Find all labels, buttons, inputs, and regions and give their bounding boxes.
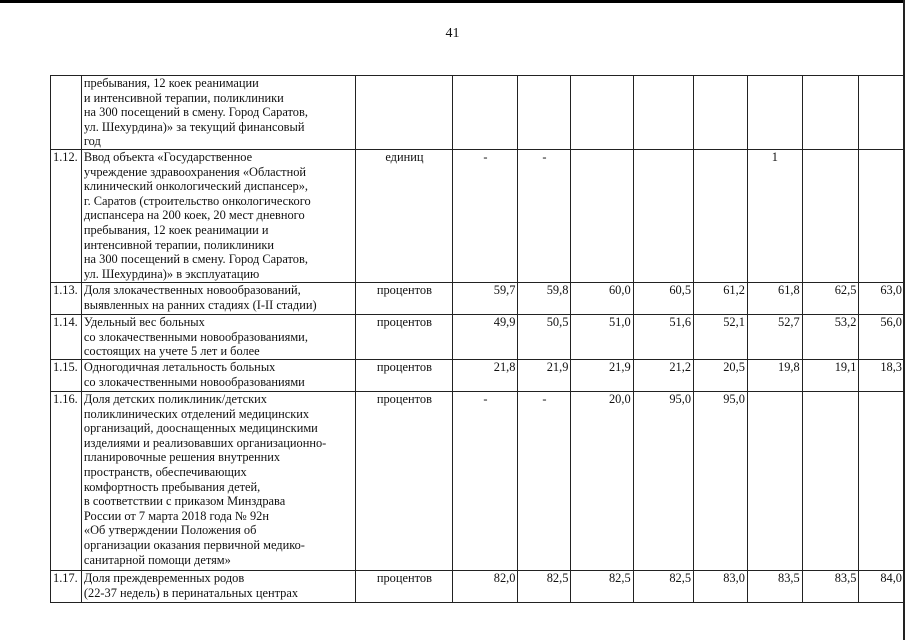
value-cell: 82,5 xyxy=(571,571,633,603)
value-cell: 19,8 xyxy=(747,360,802,392)
table-row-1-15 xyxy=(51,360,905,392)
value-cell xyxy=(694,150,748,283)
row-unit: процентов xyxy=(356,571,453,603)
row-description: Доля преждевременных родов (22-37 недель) в перинатальных центрах xyxy=(81,571,355,603)
value-cell: 60,0 xyxy=(571,283,633,315)
row-number: 1.14. xyxy=(51,315,82,360)
value-cell: 19,1 xyxy=(802,360,859,392)
value-cell: 21,9 xyxy=(518,360,571,392)
value-cell xyxy=(802,392,859,571)
value-cell: 59,7 xyxy=(453,283,518,315)
value-cell: 95,0 xyxy=(694,392,748,571)
row-number: 1.17. xyxy=(51,571,82,603)
table-row-1-17 xyxy=(51,571,905,603)
value-cell: 82,5 xyxy=(518,571,571,603)
value-cell: 21,2 xyxy=(633,360,693,392)
table-row-1-12 xyxy=(51,150,905,283)
value-cell: 83,0 xyxy=(694,571,748,603)
table-row-continuation xyxy=(51,76,905,150)
value-cell xyxy=(859,150,905,283)
row-number: 1.13. xyxy=(51,283,82,315)
value-cell: 20,5 xyxy=(694,360,748,392)
table-row-1-13 xyxy=(51,283,905,315)
unit-cell xyxy=(356,76,453,150)
value-cell xyxy=(633,76,693,150)
value-cell: 18,3 xyxy=(859,360,905,392)
value-cell: 20,0 xyxy=(571,392,633,571)
row-unit: единиц xyxy=(356,150,453,283)
value-cell: 56,0 xyxy=(859,315,905,360)
value-cell: 50,5 xyxy=(518,315,571,360)
value-cell xyxy=(518,76,571,150)
row-description: Доля злокачественных новообразований, выявленных на ранних стадиях (I-II стадии) xyxy=(81,283,355,315)
value-cell: 59,8 xyxy=(518,283,571,315)
row-unit: процентов xyxy=(356,392,453,571)
value-cell: 1 xyxy=(747,150,802,283)
value-cell xyxy=(859,76,905,150)
row-unit: процентов xyxy=(356,283,453,315)
value-cell xyxy=(571,150,633,283)
value-cell: 95,0 xyxy=(633,392,693,571)
value-cell xyxy=(453,76,518,150)
row-number: 1.16. xyxy=(51,392,82,571)
value-cell xyxy=(633,150,693,283)
value-cell: 82,5 xyxy=(633,571,693,603)
value-cell: 83,5 xyxy=(747,571,802,603)
table-row-1-16 xyxy=(51,392,905,571)
value-cell xyxy=(802,76,859,150)
value-cell: 60,5 xyxy=(633,283,693,315)
value-cell xyxy=(747,76,802,150)
row-number-cell xyxy=(51,76,82,150)
scan-top-edge xyxy=(0,0,905,3)
row-description: Удельный вес больных со злокачественными новообразованиями, состоящих на учете 5 лет и более xyxy=(81,315,355,360)
value-cell: 21,8 xyxy=(453,360,518,392)
value-cell: 63,0 xyxy=(859,283,905,315)
value-cell: 52,1 xyxy=(694,315,748,360)
value-cell: 49,9 xyxy=(453,315,518,360)
value-cell xyxy=(802,150,859,283)
value-cell: 51,0 xyxy=(571,315,633,360)
value-cell: 83,5 xyxy=(802,571,859,603)
value-cell: 53,2 xyxy=(802,315,859,360)
value-cell: 61,2 xyxy=(694,283,748,315)
value-cell xyxy=(747,392,802,571)
value-cell: - xyxy=(518,392,571,571)
value-cell: 82,0 xyxy=(453,571,518,603)
value-cell xyxy=(571,76,633,150)
value-cell: 52,7 xyxy=(747,315,802,360)
value-cell: 21,9 xyxy=(571,360,633,392)
table-row-1-14 xyxy=(51,315,905,360)
row-description: Ввод объекта «Государственное учреждение здравоохранения «Областной клинический онкологический диспансер», г. Саратов (строительство онкологического диспансера на 200 коек, 20 мест дневного пребывания, 12 коек реанимации и интенсивной терапии, поликлиники на 300 посещений в смену. Город Саратов, ул. Шехурдина)» в эксплуатацию xyxy=(81,150,355,283)
value-cell: 62,5 xyxy=(802,283,859,315)
value-cell: - xyxy=(453,150,518,283)
value-cell: 61,8 xyxy=(747,283,802,315)
indicators-table xyxy=(50,75,905,603)
row-unit: процентов xyxy=(356,360,453,392)
value-cell: - xyxy=(518,150,571,283)
row-unit: процентов xyxy=(356,315,453,360)
value-cell xyxy=(694,76,748,150)
page-number: 41 xyxy=(445,26,460,41)
value-cell: 84,0 xyxy=(859,571,905,603)
row-description: пребывания, 12 коек реанимации и интенсивной терапии, поликлиники на 300 посещений в смену. Город Саратов, ул. Шехурдина)» за текущий финансовый год xyxy=(81,76,355,150)
value-cell xyxy=(859,392,905,571)
row-number: 1.15. xyxy=(51,360,82,392)
row-description: Одногодичная летальность больных со злокачественными новообразованиями xyxy=(81,360,355,392)
row-number: 1.12. xyxy=(51,150,82,283)
value-cell: - xyxy=(453,392,518,571)
value-cell: 51,6 xyxy=(633,315,693,360)
row-description: Доля детских поликлиник/детских поликлинических отделений медицинских организаций, дооснащенных медицинскими изделиями и реализовавших организационно- планировочные решения внутренних пространств, обеспечивающих комфортность пребывания детей, в соответствии с приказом Минздрава России от 7 марта 2018 года № 92н «Об утверждении Положения об организации оказания первичной медико- санитарной помощи детям» xyxy=(81,392,355,571)
